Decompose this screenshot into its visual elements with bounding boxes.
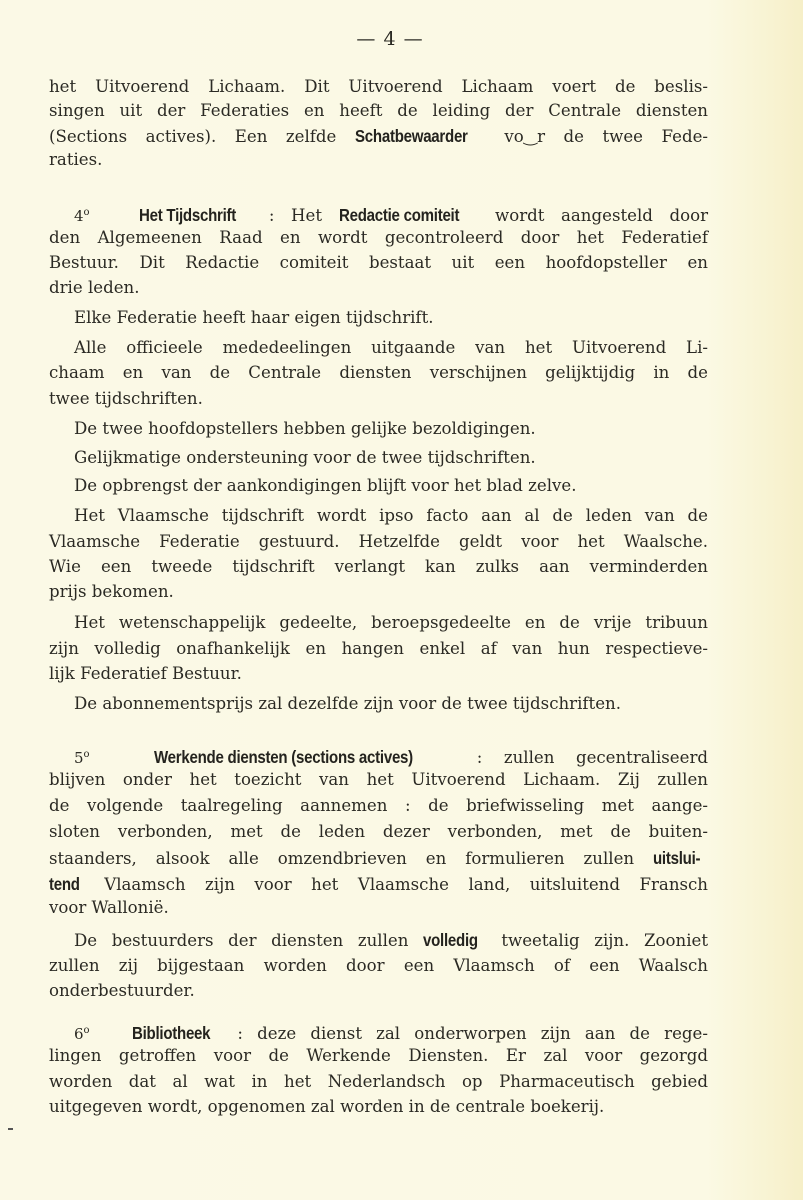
text-line: drie leden.: [49, 278, 140, 297]
text-run: wordt aangesteld door: [478, 206, 709, 225]
text-line: [49, 873, 708, 895]
text-line: Elke Federatie heeft haar eigen tijdschrift.: [74, 308, 434, 327]
section-heading-line: [49, 1020, 708, 1042]
bold-term: Schatbewaarder: [354, 126, 468, 146]
text-line: raties.: [49, 150, 103, 169]
section-number: 5: [74, 749, 84, 767]
text-line: lingen getroffen voor de Werkende Diensten. Er zal voor gezorgd: [49, 1046, 708, 1065]
text-line: de volgende taalregeling aannemen : de briefwisseling met aange-: [49, 796, 708, 815]
text-line: De opbrengst der aankondigingen blijft voor het blad zelve.: [74, 476, 577, 495]
bold-term: tend: [49, 874, 80, 894]
section-title: Werkende diensten (sections actives): [154, 747, 414, 767]
text-run: : Het: [252, 206, 339, 225]
text-line: lijk Federatief Bestuur.: [49, 664, 242, 683]
page-number: — 4 —: [356, 28, 424, 50]
margin-mark: [8, 1128, 13, 1130]
bold-term: Redactie comiteit: [338, 205, 459, 225]
text-line: [74, 929, 708, 951]
section-title: Bibliotheek: [132, 1023, 211, 1043]
text-run: (Sections actives). Een zelfde: [49, 127, 355, 146]
degree-mark: o: [83, 1025, 90, 1036]
text-run: staanders, alsook alle omzendbrieven en formulieren zullen: [49, 849, 654, 868]
bold-term: uitslui-: [653, 848, 701, 868]
text-line: Gelijkmatige ondersteuning voor de twee tijdschriften.: [74, 448, 536, 467]
text-run: tweetalig zijn. Zooniet: [486, 931, 708, 950]
text-line: zullen zij bijgestaan worden door een Vlaamsch of een Waalsch: [49, 956, 708, 975]
text-line: Vlaamsche Federatie gestuurd. Hetzelfde geldt voor het Waalsche.: [49, 532, 708, 551]
text-line: den Algemeenen Raad en wordt gecontroleerd door het Federatief: [49, 228, 708, 247]
text-line: De abonnementsprijs zal dezelfde zijn voor de twee tijdschriften.: [74, 694, 622, 713]
text-line: Het Vlaamsche tijdschrift wordt ipso facto aan al de leden van de: [74, 506, 708, 525]
text-line: prijs bekomen.: [49, 582, 174, 601]
text-line: [49, 125, 708, 147]
text-line: het Uitvoerend Lichaam. Dit Uitvoerend Lichaam voert de beslis-: [49, 77, 708, 96]
text-line: Wie een tweede tijdschrift verlangt kan zulks aan verminderden: [49, 557, 708, 576]
text-line: twee tijdschriften.: [49, 389, 203, 408]
text-line: worden dat al wat in het Nederlandsch op Pharmaceutisch gebied: [49, 1072, 708, 1091]
section-heading-line: [49, 202, 708, 224]
text-run: De bestuurders der diensten zullen: [74, 931, 423, 950]
section-number: 4: [74, 207, 84, 225]
section-number: 6: [74, 1025, 84, 1043]
text-line: [49, 847, 708, 869]
text-run: vo‿r de twee Fede-: [485, 127, 708, 146]
text-run: : deze dienst zal onderworpen zijn aan de rege-: [223, 1024, 708, 1043]
text-line: onderbestuurder.: [49, 981, 195, 1000]
text-run: : zullen gecentraliseerd: [455, 748, 709, 767]
section-title: Het Tijdschrift: [139, 205, 237, 225]
text-line: singen uit der Federaties en heeft de leiding der Centrale diensten: [49, 101, 708, 120]
text-run: Vlaamsch zijn voor het Vlaamsche land, uitsluitend Fransch: [84, 875, 708, 894]
degree-mark: o: [83, 749, 90, 760]
degree-mark: o: [83, 207, 90, 218]
bold-term: volledig: [423, 930, 478, 950]
text-line: Het wetenschappelijk gedeelte, beroepsgedeelte en de vrije tribuun: [74, 613, 708, 632]
text-line: blijven onder het toezicht van het Uitvoerend Lichaam. Zij zullen: [49, 770, 708, 789]
text-line: zijn volledig onafhankelijk en hangen enkel af van hun respectieve-: [49, 639, 708, 658]
text-line: uitgegeven wordt, opgenomen zal worden in de centrale boekerij.: [49, 1097, 605, 1116]
text-line: Alle officieele mededeelingen uitgaande van het Uitvoerend Li-: [74, 338, 708, 357]
text-line: chaam en van de Centrale diensten verschijnen gelijktijdig in de: [49, 363, 708, 382]
text-line: voor Wallonië.: [49, 898, 169, 917]
section-heading-line: [49, 744, 708, 766]
text-line: De twee hoofdopstellers hebben gelijke bezoldigingen.: [74, 419, 536, 438]
text-line: Bestuur. Dit Redactie comiteit bestaat uit een hoofdopsteller en: [49, 253, 708, 272]
text-line: sloten verbonden, met de leden dezer verbonden, met de buiten-: [49, 822, 708, 841]
